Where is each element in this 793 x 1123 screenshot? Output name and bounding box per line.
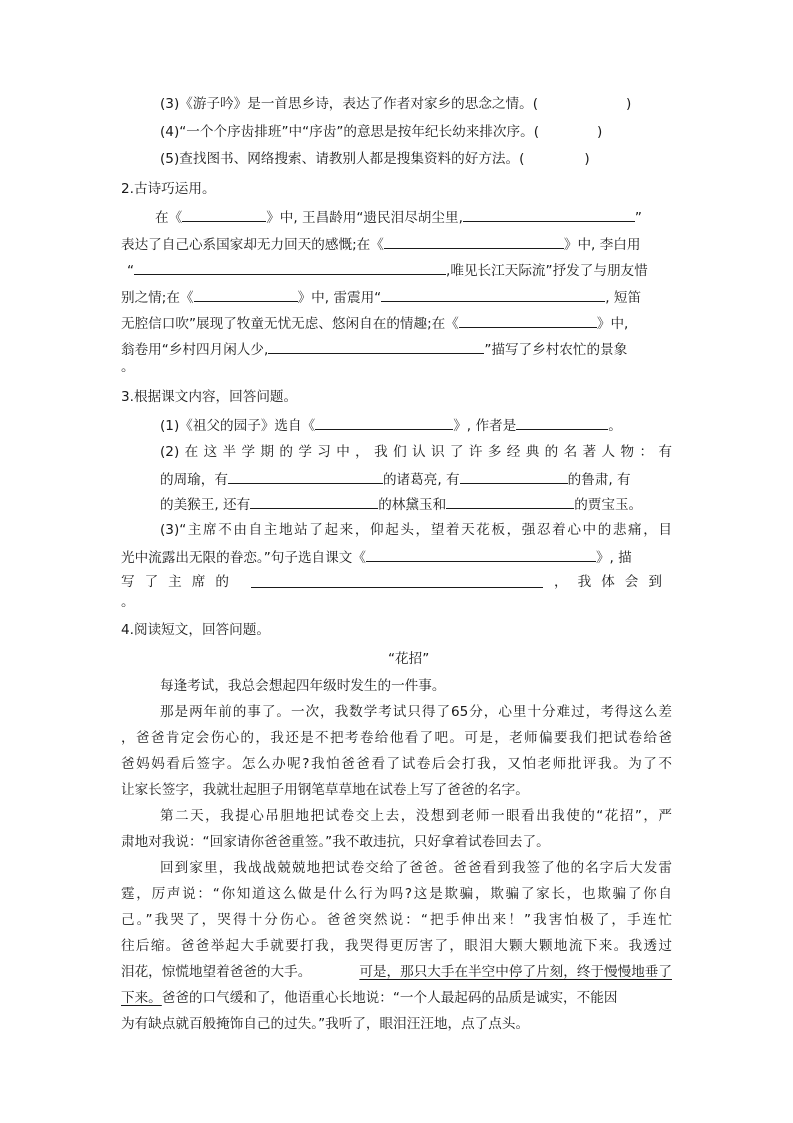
q4-heading: 4.阅读短文，回答问题。 [121,622,270,638]
q3-s1-text-b: 》, 作者是 [453,418,517,434]
q1-item-5-text: (5)查找图书、网络搜索、请教别人都是搜集资料的好方法。 [160,151,520,167]
q3-s3l2-text-b: 》, 描 [595,550,632,566]
q1-item-4 [160,122,602,142]
q3-blank-describe[interactable] [251,572,543,588]
q3-s1-text-a: (1)《祖父的园子》选自《 [160,418,316,434]
q2-heading: 2.古诗巧运用。 [121,181,216,197]
passage-p4-line-6 [121,988,617,1008]
q3-blank-lesson[interactable] [366,546,596,562]
passage-p4-line-1: 回到家里，我战战兢兢地把试卷交给了爸爸。爸爸看到我签了他的名字后大发雷 [160,860,672,876]
q2-l2-text-b: 》中, 李白用 [563,237,641,253]
q3-blank-zhugeliang[interactable] [228,468,383,484]
q2-l1-text-b: 》中, 王昌龄用“遗民泪尽胡尘里, [266,210,463,226]
q1-item-5-open-paren: ( [519,151,525,167]
q2-l3-text-a: “ [127,263,135,279]
q2-line-1 [155,206,642,228]
passage-p4-line-5 [121,962,672,982]
q3-s2l2-text-a: 的周瑜，有 [160,472,228,488]
passage-p4-l5-text: 泪花，惊慌地望着爸爸的大手。 [121,964,312,980]
passage-p4-line-3: 己。”我哭了，哭得十分伤心。爸爸突然说：“把手伸出来！”我害怕极了，手连忙 [121,912,672,928]
q2-blank-poem-1[interactable] [182,206,266,222]
q3-item-2-line-1: (2)在这半学期的学习中，我们认识了许多经典的名著人物：有 [160,444,672,460]
q2-line-3 [127,259,648,281]
q1-item-4-open-paren: ( [533,124,539,140]
q2-line-2 [121,233,641,255]
q1-item-3 [160,94,631,114]
q3-item-3-line-1: (3)“主席不由自主地站了起来，仰起头，望着天花板，强忍着心中的悲痛，目 [160,522,672,538]
q2-l6-text-a: 翁卷用“乡村四月闲人少, [121,342,269,358]
q2-l5-text-b: 》中, [596,316,629,332]
q3-s1-text-c: 。 [608,418,622,434]
q2-line-6-end: 。 [121,359,135,375]
q2-l3-text-b: ,唯见长江天际流”抒发了与朋友惜 [446,263,648,279]
passage-p2-line-4: 让家长签字，我就壮起胆子用钢笔草草地在试卷上写了爸爸的名字。 [121,782,529,798]
underlined-sentence-part-1: 可是，那只大手在半空中停了片刻，终于慢慢地垂了 [359,964,672,980]
passage-p4-line-2: 霆，厉声说：“你知道这么做是什么行为吗?这是欺骗，欺骗了家长，也欺骗了你自 [121,886,672,902]
q3-blank-lindaiyu[interactable] [250,493,378,509]
q3-s2l3-text-b: 的林黛玉和 [378,497,447,513]
q3-s3l3-text-b: ，我体会到 [554,574,672,590]
q3-item-3-line-3 [121,572,672,592]
q2-line-5 [121,312,628,334]
q1-item-3-open-paren: ( [532,96,539,112]
passage-p2-line-1: 那是两年前的事了。一次，我数学考试只得了65分，心里十分难过，考得这么差 [160,704,672,720]
q3-heading: 3.根据课文内容，回答问题。 [121,389,298,405]
q2-blank-verse-2[interactable] [134,259,446,275]
q1-item-4-close-paren: ) [597,124,603,140]
q3-s2l2-text-c: 的鲁肃, 有 [567,472,631,488]
q2-blank-verse-1[interactable] [463,206,635,222]
q1-item-5 [160,149,590,169]
q2-blank-poem-2[interactable] [384,233,564,249]
q3-blank-author[interactable] [516,414,608,430]
q3-item-3-line-2 [121,546,632,568]
q2-l5-text-a: 无腔信口吹”展现了牧童无忧无虑、悠闲自在的情趣;在《 [121,316,459,332]
q1-item-5-close-paren: ) [584,151,590,167]
passage-p3-line-1: 第二天，我提心吊胆地把试卷交上去，没想到老师一眼看出我使的“花招”，严 [160,808,672,824]
passage-p4-l6-text: 爸爸的口气缓和了，他语重心长地说：“一个人最起码的品质是诚实，不能因 [161,990,618,1006]
passage-p1: 每逢考试，我总会想起四年级时发生的一件事。 [160,678,446,694]
q3-s3l2-text-a: 光中流露出无限的眷恋。”句子选自课文《 [121,550,366,566]
q1-item-3-close-paren: ) [626,96,632,112]
q1-item-3-text: (3)《游子吟》是一首思乡诗，表达了作者对家乡的思念之情。 [160,96,533,112]
q2-blank-verse-4[interactable] [268,338,484,354]
q2-blank-poem-3[interactable] [194,286,298,302]
q3-blank-jiabaoyu[interactable] [446,493,574,509]
q2-line-4 [121,286,641,308]
q3-s2l2-text-b: 的诸葛亮, 有 [382,472,460,488]
q2-l1-text-a: 在《 [155,210,183,226]
passage-p2-line-3: 爸妈妈看后签字。怎么办呢?我怕爸爸看了试卷后会打我，又怕老师批评我。为了不 [121,756,672,772]
q3-item-2-line-2 [160,468,631,490]
passage-title: “花招” [388,651,430,667]
q3-s3l3-text-a: 写了主席的 [121,574,239,590]
passage-p2-line-2: ，爸爸肯定会伤心的，我还是不把考卷给他看了吧。可是，老师偏要我们把试卷给爸 [121,730,672,746]
q3-item-2-line-3 [160,493,642,515]
underlined-sentence-part-2: 下来。 [121,990,162,1006]
q3-blank-book[interactable] [315,414,453,430]
q2-l2-text-a: 表达了自己心系国家却无力回天的感慨;在《 [121,237,384,253]
q3-item-1 [160,414,622,436]
q2-blank-poem-4[interactable] [459,312,597,328]
q2-l6-text-b: ”描写了乡村农忙的景象 [484,342,628,358]
passage-p3-line-2: 肃地对我说：“回家请你爸爸重签。”我不敢违抗，只好拿着试卷回去了。 [121,834,550,850]
passage-p4-line-4: 往后缩。爸爸举起大手就要打我，我哭得更厉害了，眼泪大颗大颗地流下来。我透过 [121,938,672,954]
q3-item-3-line-4: 。 [121,594,135,610]
q2-l4-text-b: 》中, 雷震用“ [297,290,382,306]
q2-l4-text-a: 别之情;在《 [121,290,194,306]
q3-s2l3-text-a: 的美猴王, 还有 [160,497,251,513]
q3-blank-lusu[interactable] [460,468,568,484]
q3-s2l3-text-c: 的贾宝玉。 [574,497,643,513]
q1-item-4-text: (4)“一个个序齿排班”中“序齿”的意思是按年纪长幼来排次序。 [160,124,534,140]
q2-l4-text-c: , 短笛 [605,290,642,306]
q2-line-6 [121,338,627,360]
q2-l1-text-c: ” [634,210,642,226]
passage-p4-line-7: 为有缺点就百般掩饰自己的过失。”我听了，眼泪汪汪地，点了点头。 [121,1016,530,1032]
q2-blank-verse-3[interactable] [381,286,605,302]
